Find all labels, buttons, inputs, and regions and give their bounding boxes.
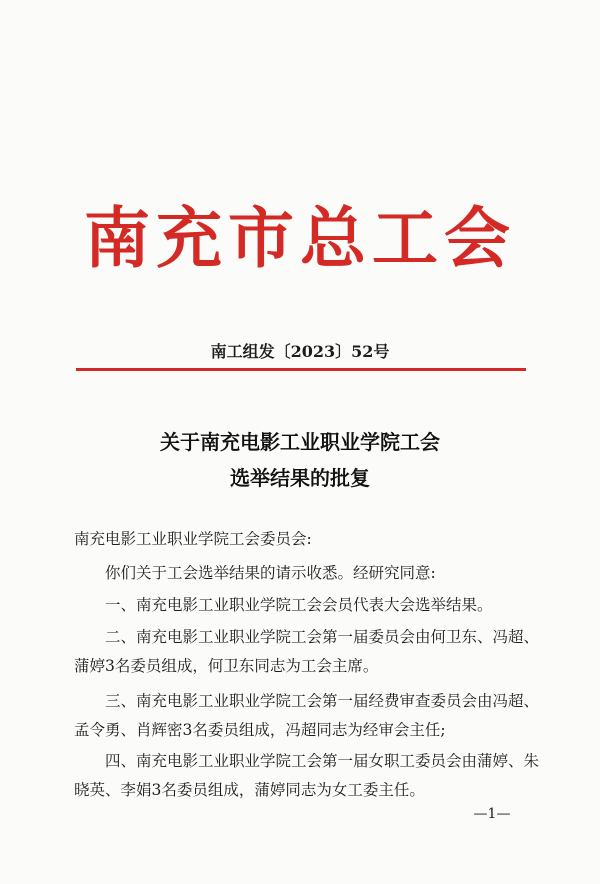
paragraph-5: 四、南充电影工业职业学院工会第一届女职工委员会由蒲婷、朱晓英、李娟3名委员组成，蒲婷同志为女工委主任。: [74, 752, 540, 799]
addressee: 南充电影工业职业学院工会委员会:: [74, 530, 312, 548]
paragraph-1: 你们关于工会选举结果的请示收悉。经研究同意:: [105, 564, 436, 582]
document-title-line-2: 选举结果的批复: [230, 466, 370, 490]
page-number: —1—: [473, 806, 511, 822]
red-divider-line: [76, 368, 526, 371]
document-number: 南工组发〔2023〕52号: [210, 342, 390, 361]
paragraph-2: 一、南充电影工业职业学院工会会员代表大会选举结果。: [105, 596, 493, 614]
document-title-line-1: 关于南充电影工业职业学院工会: [160, 430, 440, 454]
paragraph-3: 二、南充电影工业职业学院工会第一届委员会由何卫东、冯超、蒲婷3名委员组成，何卫东同志为工会主席。: [74, 628, 540, 675]
masthead-org-name: 南充市总工会: [84, 199, 516, 277]
paragraph-4: 三、南充电影工业职业学院工会第一届经费审查委员会由冯超、孟令勇、肖辉密3名委员组成，冯超同志为经审会主任;: [74, 692, 540, 739]
